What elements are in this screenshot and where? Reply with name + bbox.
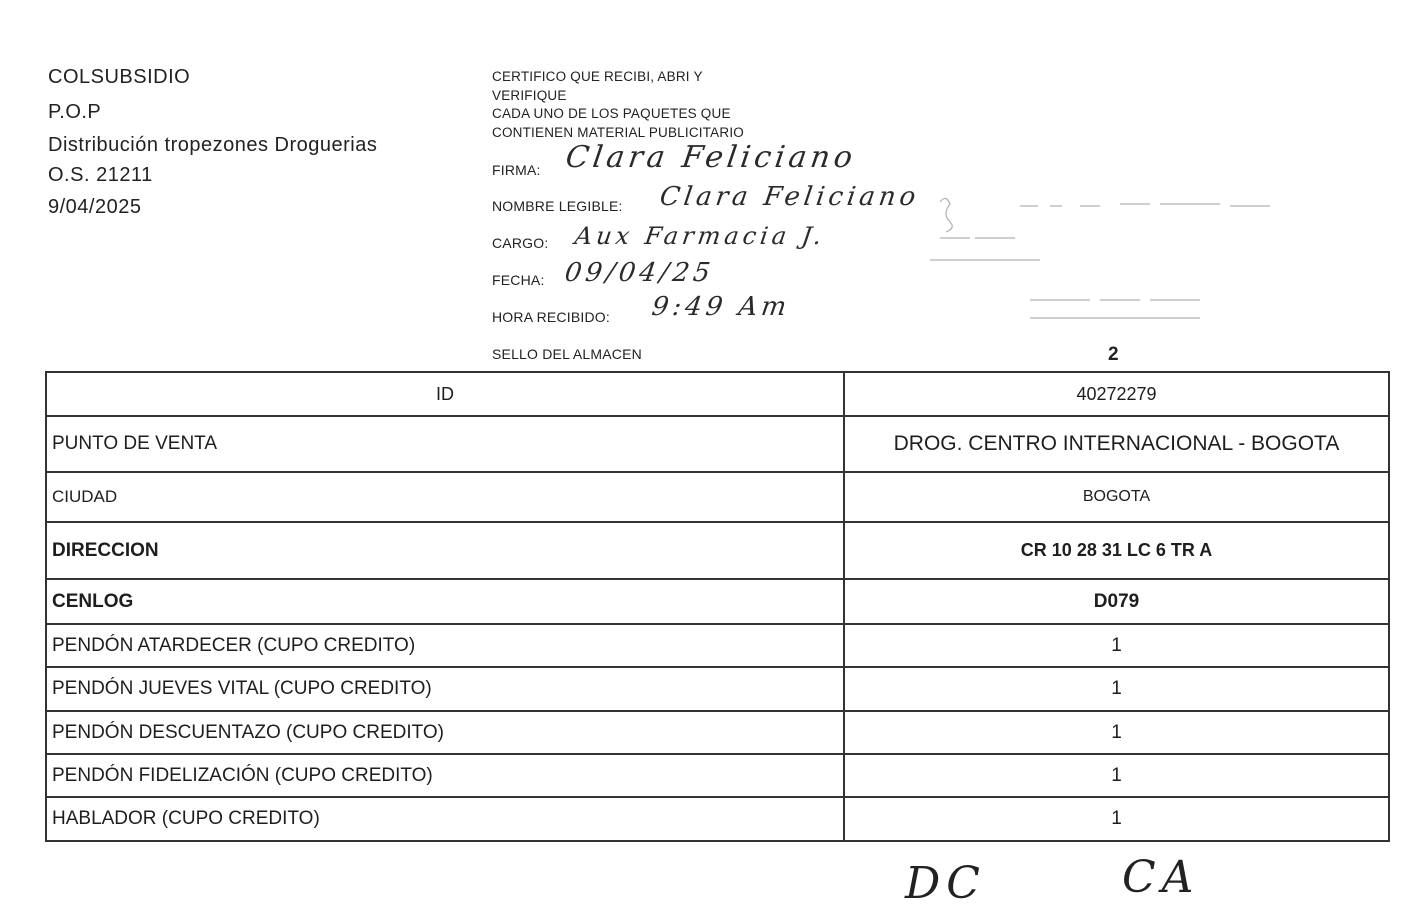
table-row <box>46 624 1389 667</box>
nombre-label: NOMBRE LEGIBLE: <box>492 198 623 214</box>
order-number: O.S. 21211 <box>48 164 153 186</box>
cargo-label: CARGO: <box>492 235 549 251</box>
page-number: 2 <box>1108 344 1119 365</box>
hora-handwriting: 9:49 Am <box>649 292 793 322</box>
hora-label: HORA RECIBIDO: <box>492 309 610 325</box>
certification-line: CERTIFICO QUE RECIBI, ABRI Y <box>492 69 703 84</box>
row-label-punto-de-venta: PUNTO DE VENTA <box>46 416 844 472</box>
fecha-label: FECHA: <box>492 272 545 288</box>
row-label-cenlog: CENLOG <box>46 579 844 624</box>
row-label-hablador: HABLADOR (CUPO CREDITO) <box>46 797 844 841</box>
row-value-id: 40272279 <box>844 372 1389 416</box>
row-value-pendon-jueves-vital: 1 <box>844 667 1389 711</box>
handwritten-mark-right: CA <box>1122 852 1200 903</box>
row-value-punto-de-venta: DROG. CENTRO INTERNACIONAL - BOGOTA <box>844 416 1389 472</box>
row-value-direccion: CR 10 28 31 LC 6 TR A <box>844 522 1389 579</box>
handwritten-mark-left: DC <box>905 858 986 909</box>
row-value-hablador: 1 <box>844 797 1389 841</box>
fecha-handwriting: 09/04/25 <box>562 258 716 288</box>
company-name: COLSUBSIDIO <box>48 66 191 88</box>
certification-line: VERIFIQUE <box>492 87 567 103</box>
nombre-handwriting: Clara Feliciano <box>657 182 922 212</box>
document-date: 9/04/2025 <box>48 196 142 218</box>
table-row <box>46 472 1389 522</box>
row-label-pendon-jueves-vital: PENDÓN JUEVES VITAL (CUPO CREDITO) <box>46 667 844 711</box>
certification-text <box>492 68 744 142</box>
row-value-pendon-descuentazo: 1 <box>844 711 1389 754</box>
table-row <box>46 754 1389 797</box>
table-row <box>46 579 1389 624</box>
row-label-pendon-descuentazo: PENDÓN DESCUENTAZO (CUPO CREDITO) <box>46 711 844 754</box>
table-row <box>46 711 1389 754</box>
table-row <box>46 667 1389 711</box>
table-row <box>46 797 1389 841</box>
certification-line: CADA UNO DE LOS PAQUETES QUE <box>492 106 731 121</box>
signature-handwriting: Clara Feliciano <box>563 140 859 175</box>
row-value-pendon-fidelizacion: 1 <box>844 754 1389 797</box>
pop-label: P.O.P <box>48 101 102 123</box>
items-table <box>45 371 1390 842</box>
firma-label: FIRMA: <box>492 162 541 178</box>
row-label-pendon-atardecer: PENDÓN ATARDECER (CUPO CREDITO) <box>46 624 844 667</box>
row-label-pendon-fidelizacion: PENDÓN FIDELIZACIÓN (CUPO CREDITO) <box>46 754 844 797</box>
row-value-pendon-atardecer: 1 <box>844 624 1389 667</box>
row-value-ciudad: BOGOTA <box>844 472 1389 522</box>
row-label-direccion: DIRECCION <box>46 522 844 579</box>
row-value-cenlog: D079 <box>844 579 1389 624</box>
sello-label: SELLO DEL ALMACEN <box>492 346 642 362</box>
table-row <box>46 522 1389 579</box>
cargo-handwriting: Aux Farmacia J. <box>573 222 828 250</box>
table-row <box>46 372 1389 416</box>
certification-line: CONTIENEN MATERIAL PUBLICITARIO <box>492 124 744 140</box>
row-label-id: ID <box>46 372 844 416</box>
row-label-ciudad: CIUDAD <box>46 472 844 522</box>
distribution-description: Distribución tropezones Droguerias <box>48 134 378 156</box>
table-row <box>46 416 1389 472</box>
faint-stamp-marks <box>920 188 1290 328</box>
